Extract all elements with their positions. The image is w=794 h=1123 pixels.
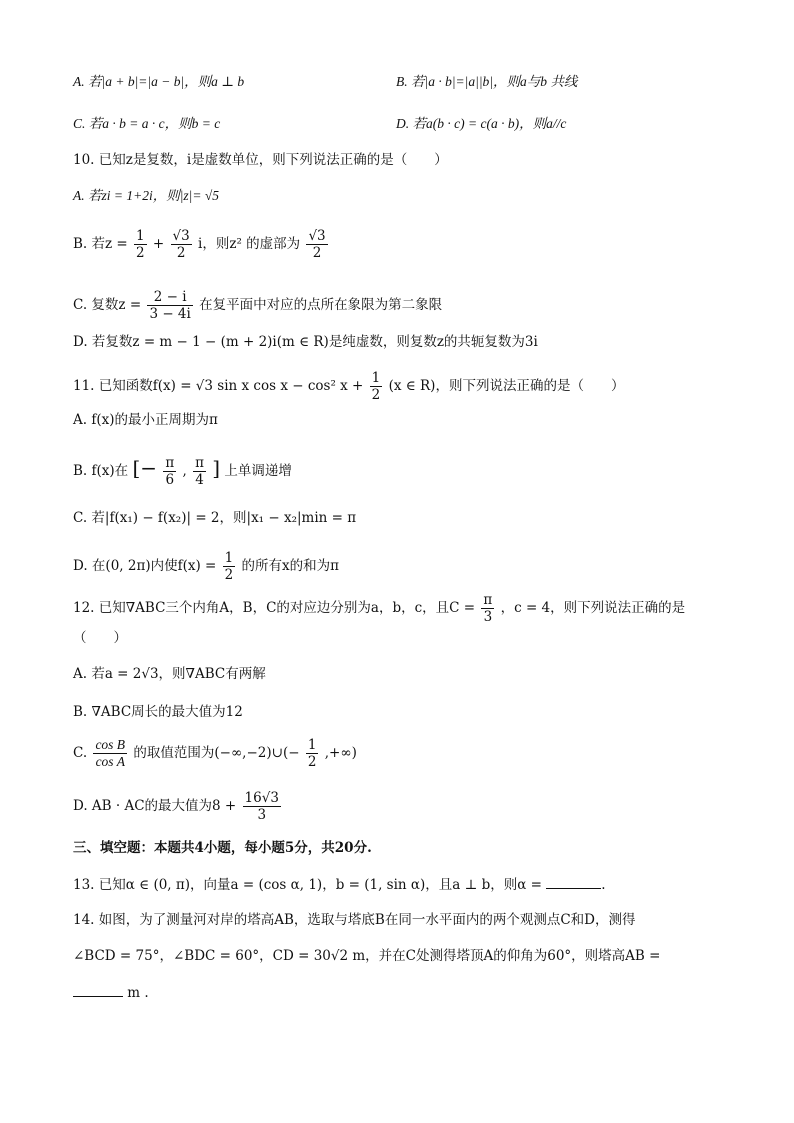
q10-c-den: 3 − 4i xyxy=(149,306,191,322)
q11-d-prefix: D. 在(0, 2π)内使f(x) = xyxy=(73,558,217,574)
q10-stem: 10. 已知z是复数，i是虚数单位，则下列说法正确的是（ ） xyxy=(73,152,448,168)
q11-b-f1-num: π xyxy=(165,455,175,471)
q10-b-f3-num: √3 xyxy=(308,228,326,244)
q12-option-d xyxy=(73,790,283,823)
q9-option-a: A. 若|a + b|=|a − b|，则a ⊥ b xyxy=(73,74,245,89)
q12-d-num: 16√3 xyxy=(244,790,279,806)
q11-option-b xyxy=(73,455,292,488)
q12-d-fraction xyxy=(243,790,281,823)
q12-option-a: A. 若a = 2√3，则∇ABC有两解 xyxy=(73,666,266,682)
q9-option-b: B. 若|a · b|=|a||b|，则a与b 共线 xyxy=(396,74,578,89)
q11-b-suffix: 上单调递增 xyxy=(224,463,292,479)
q11-d-fraction xyxy=(223,550,236,583)
q14-answer-blank[interactable] xyxy=(73,982,123,997)
q10-b-middle: i，则z² 的虚部为 xyxy=(198,236,301,252)
q12-c-half-den: 2 xyxy=(307,754,317,770)
q14-line-3 xyxy=(73,982,149,1003)
q12-stem-paren: （ ） xyxy=(73,630,127,646)
q11-b-fraction-2 xyxy=(193,455,206,488)
q10-b-fraction-3 xyxy=(306,228,327,261)
q11-option-d xyxy=(73,550,339,583)
q10-c-fraction xyxy=(147,289,192,322)
q12-option-b: B. ∇ABC周长的最大值为12 xyxy=(73,704,243,720)
q9-option-c: C. 若a · b = a · c，则b = c xyxy=(73,116,221,131)
q10-b-f1-den: 2 xyxy=(136,245,145,261)
q11-stem-prefix: 11. 已知函数f(x) = √3 sin x cos x − cos² x + xyxy=(73,378,364,394)
q10-b-f3-den: 2 xyxy=(312,245,322,261)
q11-option-a: A. f(x)的最小正周期为π xyxy=(73,412,218,428)
q11-b-prefix: B. f(x)在 xyxy=(73,463,129,479)
q11-stem xyxy=(73,370,624,403)
section-3-title: 三、填空题：本题共4小题，每小题5分，共20分. xyxy=(73,840,372,856)
q10-c-suffix: 在复平面中对应的点所在象限为第二象限 xyxy=(199,297,443,313)
q10-b-fraction-1 xyxy=(134,228,147,261)
q11-b-comma: , xyxy=(182,463,187,479)
q10-b-fraction-2 xyxy=(171,228,192,261)
q12-c-end: ,+∞) xyxy=(324,745,357,761)
q11-d-num: 1 xyxy=(224,550,234,566)
q12-c-suffix: 的取值范围为(−∞,−2)∪(− xyxy=(133,745,300,761)
q13-body: 13. 已知α ∈ (0, π)，向量a = (cos α, 1)，b = (1, sin α)，且a ⊥ b，则α = xyxy=(73,877,542,893)
q12-d-prefix: D. AB · AC的最大值为8 + xyxy=(73,798,237,814)
q10-option-a: A. 若zi = 1+2i，则|z|= √5 xyxy=(73,188,220,203)
q12-c-half-num: 1 xyxy=(307,737,317,753)
q12-c-den: cos A xyxy=(95,754,125,769)
q14-line-2: ∠BCD = 75°，∠BDC = 60°，CD = 30√2 m，并在C处测得塔顶A的仰角为60°，则塔高AB = xyxy=(73,948,661,964)
q11-stem-den: 2 xyxy=(371,387,381,403)
q10-b-plus: + xyxy=(152,236,165,252)
q11-stem-num: 1 xyxy=(371,370,381,386)
q10-b-prefix: B. 若z = xyxy=(73,236,128,252)
q11-stem-fraction xyxy=(370,370,383,403)
q11-b-f2-den: 4 xyxy=(195,472,204,488)
q12-stem-prefix: 12. 已知∇ABC三个内角A，B，C的对应边分别为a，b，c，且C = xyxy=(73,600,476,616)
q14-line-1: 14. 如图，为了测量河对岸的塔高AB，选取与塔底B在同一水平面内的两个观测点C和D，测得 xyxy=(73,912,636,928)
q12-c-fraction xyxy=(93,737,127,770)
q12-c-fraction-half xyxy=(306,737,319,770)
q11-b-f1-den: 6 xyxy=(165,472,175,488)
q12-stem-suffix: ，c = 4，则下列说法正确的是 xyxy=(500,600,686,616)
q12-c-num: cos B xyxy=(95,737,126,752)
q11-b-f2-num: π xyxy=(195,455,204,471)
q12-stem xyxy=(73,592,685,625)
q12-option-c xyxy=(73,737,357,770)
q11-option-c: C. 若|f(x₁) − f(x₂)| = 2，则|x₁ − x₂|min = π xyxy=(73,510,357,526)
q11-b-fraction-1 xyxy=(163,455,176,488)
q11-b-bracket-right: ] xyxy=(212,456,221,480)
q10-option-c xyxy=(73,289,442,322)
q11-d-suffix: 的所有x的和为π xyxy=(241,558,340,574)
q10-option-b xyxy=(73,228,330,261)
q12-stem-num: π xyxy=(483,592,493,608)
q10-b-f1-num: 1 xyxy=(136,228,145,244)
q11-d-den: 2 xyxy=(224,567,234,583)
q11-b-bracket-left: [− xyxy=(132,456,158,480)
q9-option-d: D. 若a(b · c) = c(a · b)，则a//c xyxy=(396,116,567,131)
q10-c-num: 2 − i xyxy=(147,289,192,306)
q13-text xyxy=(73,874,606,895)
q12-d-den: 3 xyxy=(257,807,267,823)
q10-c-prefix: C. 复数z = xyxy=(73,297,142,313)
q13-answer-blank[interactable] xyxy=(546,874,601,889)
q13-end: . xyxy=(601,877,606,893)
q10-b-f2-num: √3 xyxy=(172,228,190,244)
q12-stem-fraction xyxy=(481,592,494,625)
q11-stem-suffix: (x ∈ R)，则下列说法正确的是（ ） xyxy=(388,378,625,394)
q10-b-f2-den: 2 xyxy=(176,245,186,261)
q14-unit: m . xyxy=(127,985,149,1001)
q12-stem-den: 3 xyxy=(483,609,493,625)
q12-c-prefix: C. xyxy=(73,745,88,761)
q10-option-d: D. 若复数z = m − 1 − (m + 2)i(m ∈ R)是纯虚数，则复数z的共轭复数为3i xyxy=(73,334,538,350)
